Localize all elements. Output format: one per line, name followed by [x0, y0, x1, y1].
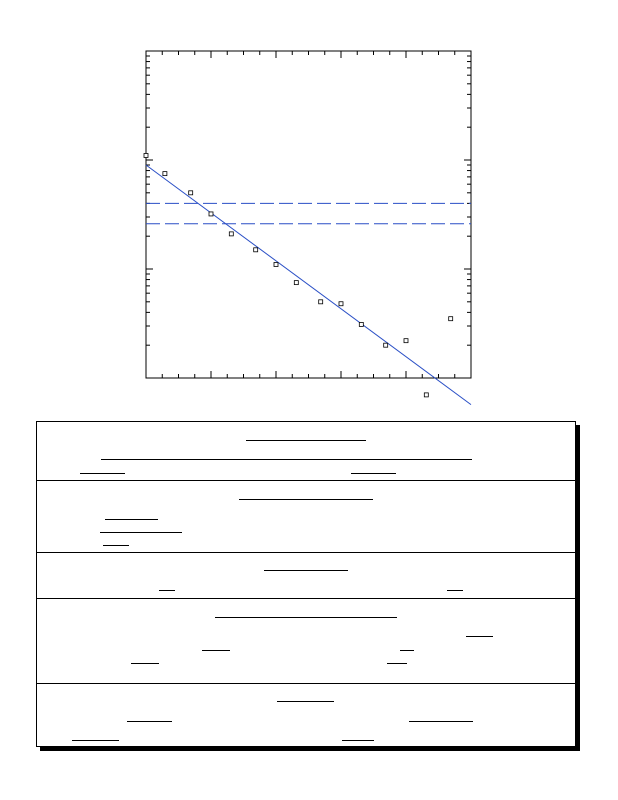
data-point	[424, 393, 428, 397]
fit-line	[146, 165, 471, 405]
section-heading-rule	[239, 499, 373, 500]
data-point	[449, 317, 453, 321]
section-heading-rule	[215, 617, 397, 618]
data-point	[319, 300, 323, 304]
summary-panel	[36, 421, 576, 747]
plot-lines	[146, 165, 471, 405]
data-point	[189, 191, 193, 195]
axis-ticks	[146, 51, 471, 378]
plot-frame	[146, 51, 471, 378]
data-point	[384, 343, 388, 347]
section-line-rule	[351, 473, 396, 474]
section-line-rule	[466, 636, 493, 637]
section-heading-rule	[264, 570, 348, 571]
section-line-rule	[105, 519, 158, 520]
section-line-rule	[100, 532, 182, 533]
data-point	[163, 172, 167, 176]
section-line-rule	[131, 663, 159, 664]
section-line-rule	[159, 590, 175, 591]
section-line-rule	[103, 545, 129, 546]
section-line-rule	[127, 721, 172, 722]
data-point	[209, 212, 213, 216]
panel-section-2	[37, 481, 575, 553]
section-heading-rule	[277, 701, 334, 702]
data-point	[254, 248, 258, 252]
section-line-rule	[409, 721, 473, 722]
section-heading-rule	[246, 440, 366, 441]
section-line-rule	[387, 663, 407, 664]
panel-section-1	[37, 422, 575, 481]
section-line-rule	[101, 459, 472, 460]
data-point	[339, 302, 343, 306]
data-points	[144, 153, 453, 396]
panel-section-3	[37, 553, 575, 599]
section-line-rule	[400, 650, 414, 651]
panel-section-4	[37, 599, 575, 684]
section-line-rule	[72, 740, 119, 741]
data-point	[274, 262, 278, 266]
data-point	[294, 281, 298, 285]
data-point	[229, 232, 233, 236]
section-line-rule	[80, 473, 125, 474]
section-line-rule	[342, 740, 374, 741]
section-line-rule	[447, 590, 463, 591]
panel-section-5	[37, 684, 575, 748]
data-point	[359, 322, 363, 326]
section-line-rule	[202, 650, 230, 651]
data-point	[144, 153, 148, 157]
data-point	[404, 339, 408, 343]
